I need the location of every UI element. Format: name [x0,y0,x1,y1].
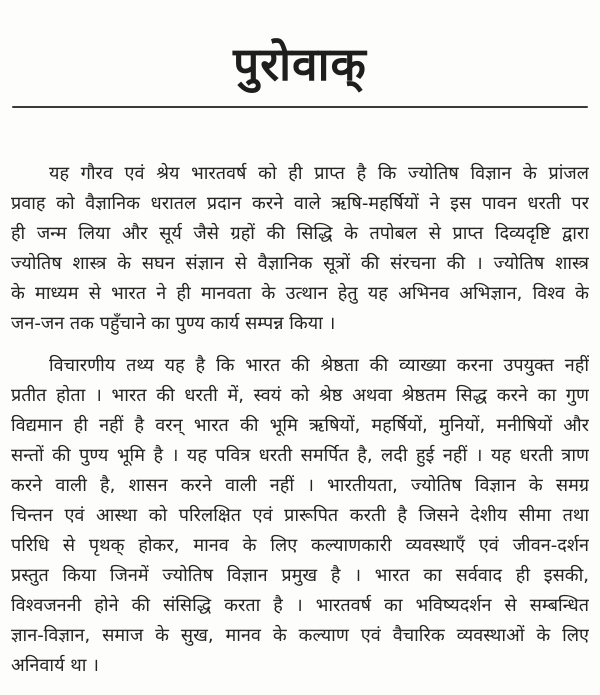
text-line: ही जन्म लिया और सूर्य जैसे ग्रहों की सिद्धि के तपोबल से प्राप्त दिव्यदृष्टि द्वारा [11,223,589,244]
text-line: करने वाली है, शासन करने वाली नहीं । भारतीयता, ज्योतिष विज्ञान के समग्र [11,475,589,496]
text-line: प्रस्तुत किया जिनमें ज्योतिष विज्ञान प्रमुख है । भारत का सर्ववाद ही इसकी, [11,565,589,586]
paragraph-1 [11,159,589,339]
text-line: यह गौरव एवं श्रेय भारतवर्ष को ही प्राप्त है कि ज्योतिष विज्ञान के प्रांजल [49,163,589,184]
text-line: चिन्तन एवं आस्था को परिलक्षित एवं प्रारूपित करती है जिसने देशीय सीमा तथा [11,505,589,526]
text-line: जन-जन तक पहुँचाने का पुण्य कार्य सम्पन्न किया । [11,313,336,334]
text-line: विद्यमान ही नहीं है वरन् भारत की भूमि ऋषियों, महर्षियों, मुनियों, मनीषियों और [11,415,589,436]
body-text [0,159,600,681]
text-line: विश्वजननी होने की संसिद्धि करता है । भारतवर्ष का भविष्यदर्शन से सम्बन्धित [11,595,589,616]
paragraph-2 [11,351,589,681]
page-title: पुरोवाक् [233,37,367,91]
text-line: विचारणीय तथ्य यह है कि भारत की श्रेष्ठता की व्याख्या करना उपयुक्त नहीं [49,355,589,376]
text-line: प्रवाह को वैज्ञानिक धरातल प्रदान करने वाले ऋषि-महर्षियों ने इस पावन धरती पर [11,193,589,214]
text-line: सन्तों की पुण्य भूमि है । यह पवित्र धरती समर्पित है, लदी हुई नहीं । यह धरती त्राण [11,445,589,466]
text-line: ज्ञान-विज्ञान, समाज के सुख, मानव के कल्याण एवं वैचारिक व्यवस्थाओं के लिए [11,625,589,646]
text-line: परिधि से पृथक् होकर, मानव के लिए कल्याणकारी व्यवस्थाएँ एवं जीवन-दर्शन [11,535,589,556]
title-divider [12,106,588,108]
text-line: अनिवार्य था । [11,655,99,676]
text-line: प्रतीत होता । भारत की धरती में, स्वयं को श्रेष्ठ अथवा श्रेष्ठतम सिद्ध करने का गुण [11,385,589,406]
text-line: ज्योतिष शास्त्र के सघन संज्ञान से वैज्ञानिक सूत्रों की संरचना की । ज्योतिष शास्त्र [11,253,589,274]
text-line: के माध्यम से भारत ने ही मानवता के उत्थान हेतु यह अभिनव अभिज्ञान, विश्व के [11,283,589,304]
